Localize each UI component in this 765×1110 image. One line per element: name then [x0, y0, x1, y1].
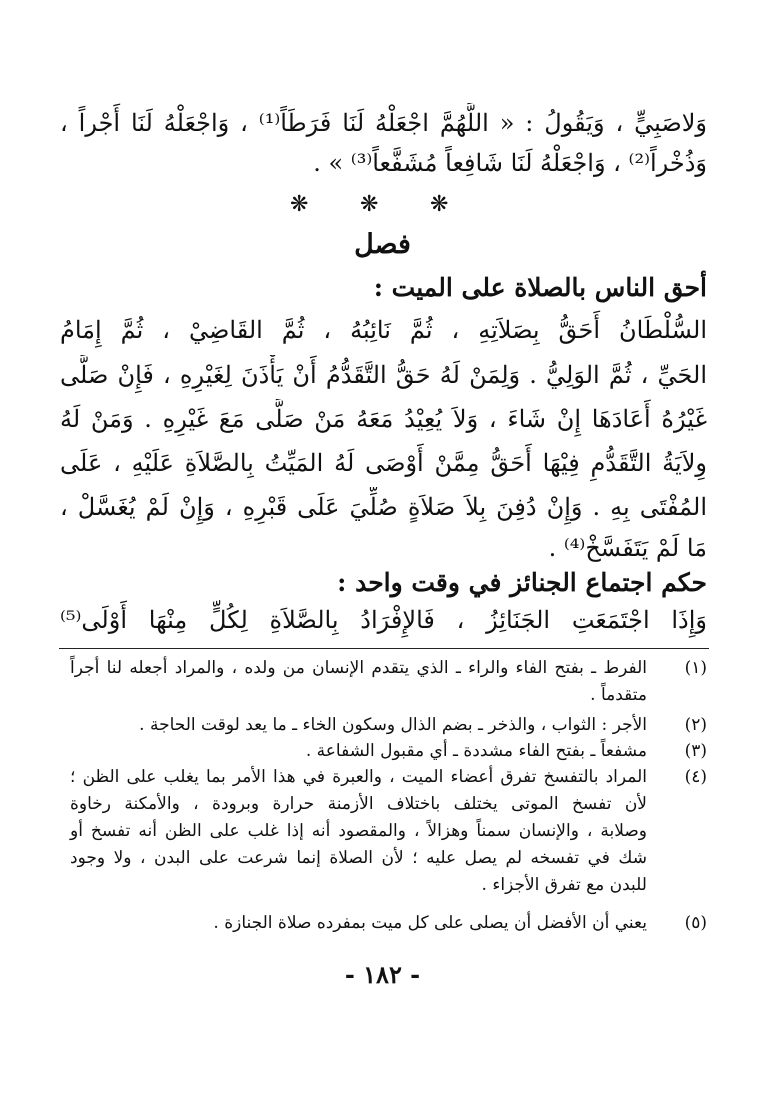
page-number: - ١٨٢ - [344, 960, 421, 989]
text-line: غَيْرُهُ أَعَادَهَا إِنْ شَاءَ ، وَلاَ يُعِيْدُ مَعَهُ مَنْ صَلَّى مَعَ غَيْرِهِ . وَمَنْ لَهُ [60, 405, 707, 433]
subsection-heading: حكم اجتماع الجنائز في وقت واحد : [337, 568, 707, 597]
footnote [70, 764, 707, 899]
footnote-text: يعني أن الأفضل أن يصلى على كل ميت بمفرده صلاة الجنازة . [213, 913, 647, 933]
footnote-number: (٤) [684, 767, 707, 787]
footnote [70, 712, 707, 739]
footnote [70, 910, 707, 937]
footnote [70, 738, 707, 765]
footnote [70, 655, 707, 709]
subsection-heading: أحق الناس بالصلاة على الميت : [373, 273, 707, 302]
footnote-text: الأجر : الثواب ، والذخر ـ بضم الذال وسكون الخاء ـ ما يعد لوقت الحاجة . [139, 715, 647, 735]
footnote-number: (٥) [684, 913, 707, 933]
separator-star-icon: ❋ [290, 192, 309, 217]
text-line: وِلاَيَةُ التَّقَدُّمِ فِيْهَا أَحَقُّ مِمَّنْ أَوْصَى لَهُ المَيِّتُ بِالصَّلاَةِ عَلَيْهِ ، عَلَى [60, 449, 707, 477]
text-line: وَلاصَبِيٍّ ، وَيَقُولُ : « اللَّهُمَّ اجْعَلْهُ لَنَا فَرَطَاً⁽¹⁾ ، وَاجْعَلْهُ لَنَا أَجْراً ، [60, 109, 707, 137]
footnote-text: للبدن مع تفرق الأجزاء . [481, 875, 647, 895]
footnote-text: لأن تفسخ الموتى يختلف باختلاف الأزمنة حرارة وبرودة ، والأمكنة رخاوة [70, 794, 647, 814]
footnote-text: متقدماً . [590, 685, 647, 705]
text-line: وَإِذَا اجْتَمَعَتِ الجَنَائِزُ ، فَالإِفْرَادُ بِالصَّلاَةِ لِكُلٍّ مِنْهَا أَوْلَى⁽⁵⁾ [60, 606, 707, 634]
footnote-number: (١) [684, 658, 707, 678]
text-line: وَذُخْراً⁽²⁾ ، وَاجْعَلْهُ لَنَا شَافِعاً مُشَفَّعاً⁽³⁾ » . [313, 149, 707, 177]
footnote-text: الفرط ـ بفتح الفاء والراء ـ الذي يتقدم الإنسان من ولده ، والمراد أجعله لنا أجراً [70, 658, 647, 678]
section-title: فصل [354, 229, 411, 260]
separator-star-icon: ❋ [360, 192, 379, 217]
footnote-text: المراد بالتفسخ تفرق أعضاء الميت ، والعبرة في هذا الأمر بما يغلب على الظن ؛ [70, 767, 647, 787]
separator-star-icon: ❋ [430, 192, 449, 217]
section-separator [0, 190, 765, 220]
footnote-number: (٢) [684, 715, 707, 735]
text-line: المُفْتَى بِهِ . وَإِنْ دُفِنَ بِلاَ صَلاَةٍ صُلِّيَ عَلَى قَبْرِهِ ، وَإِنْ لَمْ يُغَسَّلْ ، [60, 493, 707, 521]
footnote-text: شك في تفسخه لم يصل عليه ؛ لأن الصلاة إنما شرعت على البدن ، ولا وجود [70, 848, 647, 868]
footnote-text: وصلابة ، والإنسان سمناً وهزالاً ، والمقصود أنه إذا غلب على الظن أنه تفسخ أو [70, 821, 647, 841]
text-line: الحَيِّ ، ثُمَّ الوَلِيُّ . وَلِمَنْ لَهُ حَقُّ التَّقَدُّمُ أَنْ يَأْذَنَ لِغَيْرِهِ ، فَإِنْ صَلَّى [60, 361, 707, 389]
text-line: مَا لَمْ يَتَفَسَّخْ⁽⁴⁾ . [548, 534, 707, 562]
footnote-number: (٣) [684, 741, 707, 761]
footnote-text: مشفعاً ـ بفتح الفاء مشددة ـ أي مقبول الشفاعة . [305, 741, 647, 761]
text-line: السُّلْطَانُ أَحَقُّ بِصَلاَتِهِ ، ثُمَّ نَائِبُهُ ، ثُمَّ القَاضِيْ ، ثُمَّ إِمَامُ [60, 316, 707, 344]
footnote-rule [59, 648, 709, 649]
